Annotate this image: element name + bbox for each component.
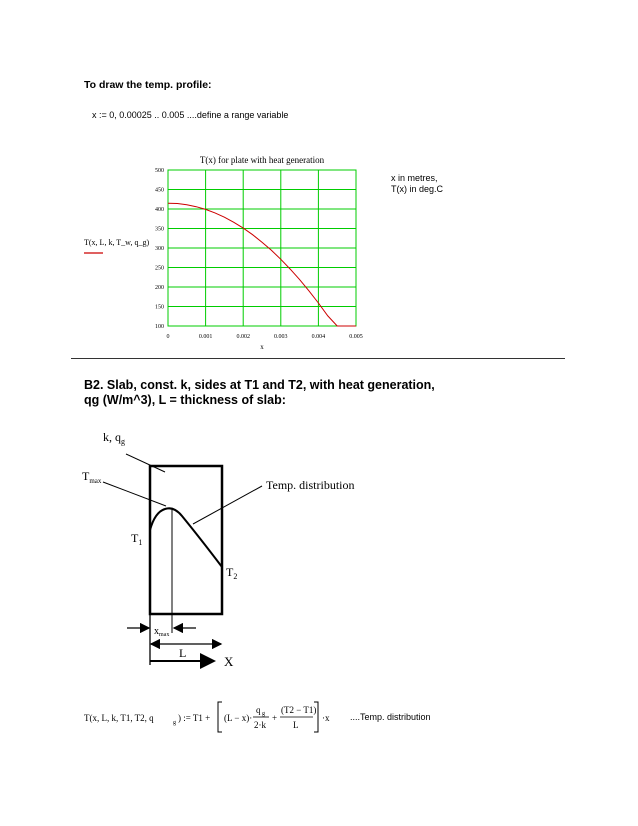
y-axis-label: T(x, L, k, T_w, q_g) [84, 238, 150, 247]
svg-text:(L − x)·: (L − x)· [224, 713, 253, 723]
svg-text:L: L [293, 720, 299, 730]
side-note-line2: T(x) in deg.C [391, 184, 444, 194]
y-tick-label: 100 [155, 324, 164, 330]
svg-text:q: q [256, 705, 261, 715]
label-t2: $T_2$ [226, 565, 238, 581]
y-tick-label: 450 [155, 187, 164, 194]
svg-text:2·k: 2·k [254, 720, 266, 730]
x-tick-label: 0.001 [198, 334, 213, 340]
label-t1: $T_1$ [131, 531, 143, 547]
svg-text:+: + [272, 713, 278, 723]
chart-title: T(x) for plate with heat generation [199, 155, 325, 165]
svg-text:g: g [173, 720, 176, 726]
y-tick-label: 400 [155, 207, 164, 213]
x-axis-label: x [260, 343, 264, 351]
range-definition: x := 0, 0.00025 .. 0.005 ....define a range variable [92, 110, 289, 120]
svg-text:(T2 − T1): (T2 − T1) [281, 705, 317, 715]
label-xmax: $x_{max}$ [154, 626, 170, 638]
equation-note: ....Temp. distribution [350, 712, 431, 722]
label-L: L [179, 646, 187, 660]
svg-text:) := T1 +: ) := T1 + [178, 713, 211, 723]
x-tick-label: 0.003 [274, 334, 288, 340]
svg-text:T(x, L, k, T1, T2, q: T(x, L, k, T1, T2, q [84, 713, 154, 723]
label-tmax: $T_{max}$ [82, 469, 102, 485]
y-tick-label: 350 [155, 226, 164, 233]
svg-text:·x: ·x [322, 713, 330, 723]
x-tick-label: 0.002 [236, 334, 250, 340]
y-tick-label: 150 [155, 304, 164, 311]
section-b-title-line2: qg (W/m^3), L = thickness of slab: [84, 393, 286, 407]
y-tick-label: 250 [155, 265, 164, 272]
label-temp-distribution: Temp. distribution [266, 478, 355, 492]
x-tick-label: 0 [166, 334, 170, 340]
x-tick-label: 0.004 [311, 334, 326, 340]
y-tick-label: 500 [155, 168, 164, 174]
label-X: X [224, 654, 234, 669]
svg-text:g: g [262, 711, 265, 717]
section-b-title-line1: B2. Slab, const. k, sides at T1 and T2, with heat generation, [84, 378, 435, 392]
y-tick-label: 200 [155, 285, 164, 291]
label-k-q: k, $q_g$ [103, 430, 125, 446]
side-note-line1: x in metres, [391, 173, 438, 183]
x-tick-label: 0.005 [349, 334, 363, 340]
y-tick-label: 300 [155, 246, 164, 252]
section-a-title: To draw the temp. profile: [84, 79, 212, 91]
